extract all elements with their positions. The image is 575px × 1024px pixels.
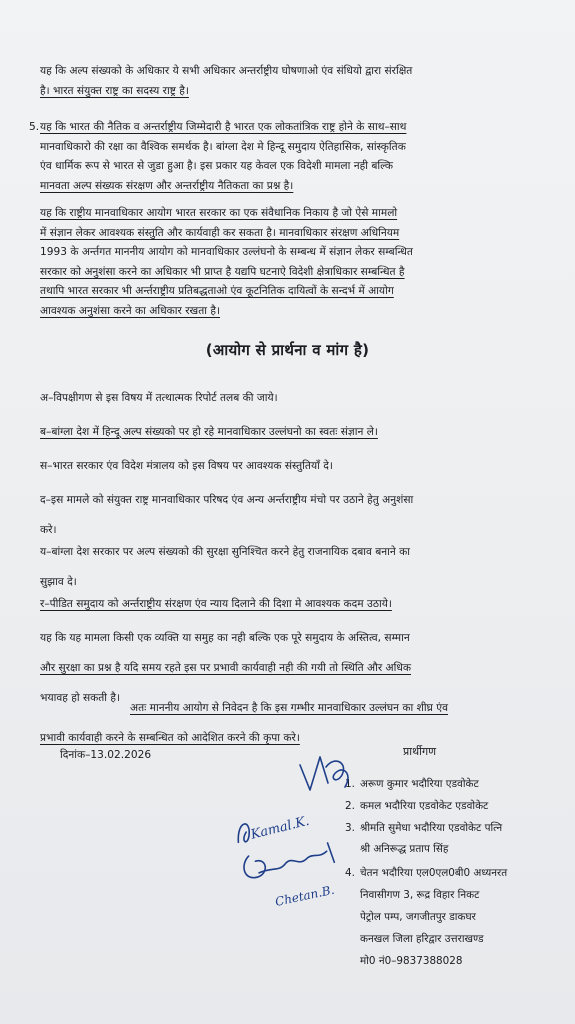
signature-1-image bbox=[290, 745, 360, 800]
line: अ–विपक्षीगण से इस विषय में तत्थात्मक रिपोर्ट तलब की जाये। bbox=[40, 391, 278, 404]
date-label: दिनांक–13.02.2026 bbox=[60, 749, 152, 761]
svg-text:Chetan.B.: Chetan.B. bbox=[273, 882, 336, 909]
line: स–भारत सरकार एंव विदेश मंत्रालय को इस विषय पर आवश्यक संस्तुतियॉं दे। bbox=[40, 459, 333, 472]
line: य–बांग्ला देश सरकार पर अल्प संख्यको की सुरक्षा सुनिश्चित करने हेतु राजनायिक दबाव बनाने का bbox=[40, 545, 411, 558]
line: में संज्ञान लेकर आवश्यक संस्तुति और कार्यवाही कर सकता है। मानवाधिकार संरक्षण अधिनियम bbox=[40, 226, 400, 239]
signer-2: 2. कमल भदौरिया एडवोकेट एडवोकेट bbox=[345, 800, 489, 812]
line: सरकार को अनुशंसा करने का अधिकार भी प्राप्त है यद्यपि घटनाऐ विदेशी क्षेत्राधिकार सम्बन्धित है bbox=[40, 265, 405, 278]
line: यह कि भारत की नैतिक व अन्तर्राष्ट्रीय जिम्मेदारी है भारत एक लोकतांत्रिक राष्ट्र होने के साथ–साथ bbox=[40, 121, 407, 133]
signer-1: 1. अरूण कुमार भदौरिया एडवोकेट bbox=[345, 778, 479, 790]
paragraph-5 bbox=[29, 118, 545, 196]
line: यह कि राष्ट्रीय मानवाधिकार आयोग भारत सरकार का एक संवैधानिक निकाय है जो ऐसे मामलो bbox=[40, 207, 398, 219]
line: 1993 के अर्न्तगत माननीय आयोग को मानवाधिकार उल्लंघनो के सम्बन्ध में संज्ञान लेकर सम्बन्धित bbox=[40, 246, 413, 258]
line: करे। bbox=[40, 523, 57, 536]
section-heading: (आयोग से प्रार्थना व मांग है) bbox=[205, 341, 370, 359]
svg-text:Kamal.K.: Kamal.K. bbox=[249, 813, 311, 843]
line: मानवता अल्प संख्यक संरक्षण और अन्तर्राष्ट्रीय नैतिकता का प्रश्न है। bbox=[40, 179, 294, 192]
line: यह कि यह मामला किसी एक व्यक्ति या समुह का नही बल्कि एक पूरे समुदाय के अस्तित्व, सम्मान bbox=[40, 631, 410, 644]
line: ब–बांग्ला देश में हिन्दू अल्प संख्यको पर हो रहे मानवाधिकार उल्लंघनो का स्वतः संज्ञान ले। bbox=[40, 425, 378, 438]
line: तथापि भारत सरकार भी अर्न्तराष्ट्रीय प्रतिबद्धताओ एंव कूटनितिक दायित्वों के सन्दर्भ में आयोग bbox=[40, 285, 394, 297]
line: और सुरक्षा का प्रश्न है यदि समय रहते इस पर प्रभावी कार्यवाही नही की गयी तो स्थिति और अधिक bbox=[40, 661, 412, 674]
line: आवश्यक अनुशंसा करने का अधिकार रखता है। bbox=[40, 304, 220, 317]
petitioners-list bbox=[345, 775, 555, 970]
petitioners-heading: प्रार्थीगण bbox=[403, 745, 437, 758]
line: र–पीडित समुदाय को अर्न्तराष्ट्रीय संरक्षण एंव न्याय दिलाने की दिशा मे आवश्यक कदम उठाये। bbox=[40, 597, 392, 610]
line: अतः माननीय आयोग से निवेदन है कि इस गम्भीर मानवाधिकार उल्लंघन का शीघ्र एंव bbox=[130, 701, 448, 714]
paragraph-6 bbox=[40, 204, 545, 321]
line: मानवाधिकारो की रक्षा का वैश्विक समर्थक है। बांग्ला देश मे हिन्दू समुदाय ऐतिहासिक, सांस्कृतिक bbox=[40, 140, 406, 153]
paragraph-continuation bbox=[40, 62, 545, 101]
line: एंव धार्मिक रूप से भारत से जुडा हुआ है। इस प्रकार यह केवल एक विदेशी मामला नही बल्कि bbox=[40, 160, 394, 172]
paragraph-number: 5. bbox=[29, 121, 40, 133]
signer-4: 4. चेतन भदौरिया एल0एल0बी0 अध्यनरत निवासीगण 3, रूद्र विहार निकट पेट्रोल पम्प, जगजीतपुर डाकघर कनखल जिला हरिद्वार उत्तराखण्ड मो0 नं0–9837388028 bbox=[345, 867, 508, 967]
line: भयावह हो सकती है। bbox=[40, 691, 121, 704]
line: सुझाव दे। bbox=[40, 575, 77, 588]
line: है। भारत संयुक्त राष्ट्र का सदस्य राष्ट्र है। bbox=[40, 84, 189, 97]
signer-3: 3. श्रीमति सुमेधा भदौरिया एडवोकेट पत्नि श्री अनिरूद्ध प्रताप सिंह bbox=[345, 822, 503, 855]
line: यह कि अल्प संख्यको के अधिकार ये सभी अधिकार अन्तर्राष्ट्रीय घोषणाओ एंव संधियो द्वारा संरक्षित bbox=[40, 65, 413, 77]
line: प्रभावी कार्यवाही करने के सम्बन्धित को आदेशित करने की कृपा करे। bbox=[40, 731, 300, 744]
line: द–इस मामले को संयुक्त राष्ट्र मानवाधिकार परिषद एंव अन्य अर्न्तराष्ट्रीय मंचो पर उठाने हेतु अनुशंसा bbox=[40, 493, 414, 506]
